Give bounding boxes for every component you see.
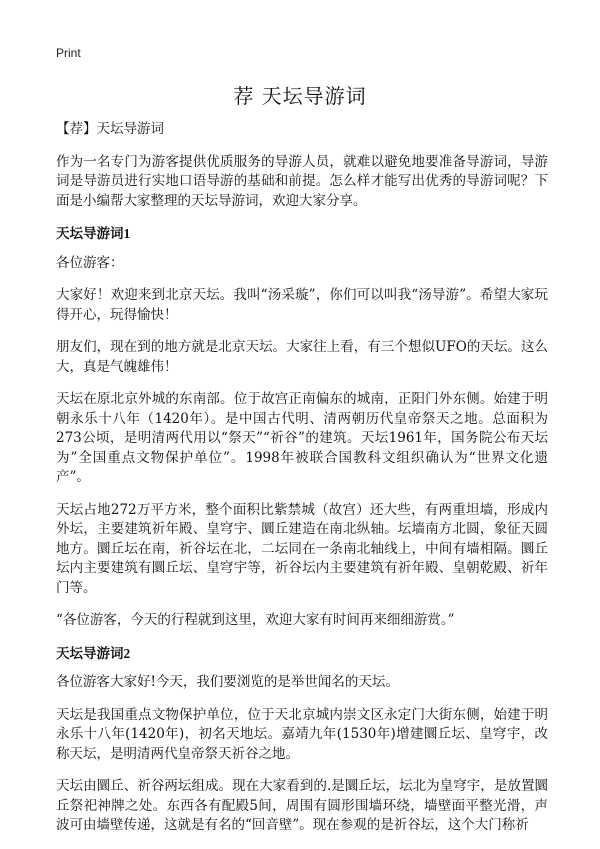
section1-paragraph: 大家好！欢迎来到北京天坛。我叫“汤采璇”，你们可以叫我“汤导游”。希望大家玩得开心，玩得愉快！ [56,287,548,323]
section1-paragraph: 天坛在原北京外城的东南部。位于故宫正南偏东的城南，正阳门外东侧。始建于明朝永乐十八年（1420年）。是中国古代明、清两朝历代皇帝祭天之地。总面积为273公顷，是明清两代用以“祭天”“祈谷”的建筑。天坛1961年，国务院公布天坛为”全国重点文物保护单位”。1998年被联合国教科文组织确认为“世界文化遗产”。 [56,391,548,485]
section1-paragraph: 各位游客： [56,254,124,271]
intro-paragraph: 作为一名专门为游客提供优质服务的导游人员，就难以避免地要准备导游词，导游词是导游员进行实地口语导游的基础和前提。怎么样才能写出优秀的导游词呢？下面是小编帮大家整理的天坛导游词，欢迎大家分享。 [56,153,548,209]
section2-heading: 天坛导游词2 [56,645,131,661]
article-body [56,120,548,849]
page-title: 荐 天坛导游词 [233,84,367,108]
print-link[interactable]: Print [56,46,81,60]
section1-paragraph: 朋友们，现在到的地方就是北京天坛。大家往上看，有三个想似UFO的天坛。这么大，真是气魄雄伟！ [56,339,548,375]
tag-line: 【荐】天坛导游词 [56,121,164,137]
section2-paragraph: 天坛是我国重点文物保护单位，位于天北京城内崇文区永定门大街东侧，始建于明永乐十八年(1420年)，初名天地坛。嘉靖九年(1530年)增建圜丘坛、皇穹宇，改称天坛，是明清两代皇帝祭天祈谷之地。 [56,706,548,762]
section2-paragraph: 天坛由圜丘、祈谷两坛组成。现在大家看到的.是圜丘坛，坛北为皇穹宇，是放置圜丘祭祀神牌之处。东西各有配殿5间，周围有圆形围墙环绕，墙壁面平整光滑，声波可由墙壁传递，这就是有名的“回音壁”。现在参观的是祈谷坛，这个大门称祈 [56,778,548,833]
section1-heading: 天坛导游词1 [56,226,131,241]
section1-paragraph: “各位游客，今天的行程就到这里，欢迎大家有时间再来细细游赏。” [56,612,455,628]
section2-paragraph: 各位游客大家好!今天，我们要浏览的是举世闻名的天坛。 [56,674,399,690]
section1-paragraph: 天坛占地272万平方米，整个面积比紫禁城（故宫）还大些，有两重坦墙，形成内外坛，主要建筑祈年殿、皇穹宇、圜丘建造在南北纵轴。坛墙南方北圆，象征天圆地方。圜丘坛在南，祈谷坛在北，二坛同在一条南北轴线上，中间有墙相隔。圜丘坛内主要建筑有圜丘坛、皇穹宇等，祈谷坛内主要建筑有祈年殿、皇朝乾殿、祈年门等。 [56,501,548,596]
